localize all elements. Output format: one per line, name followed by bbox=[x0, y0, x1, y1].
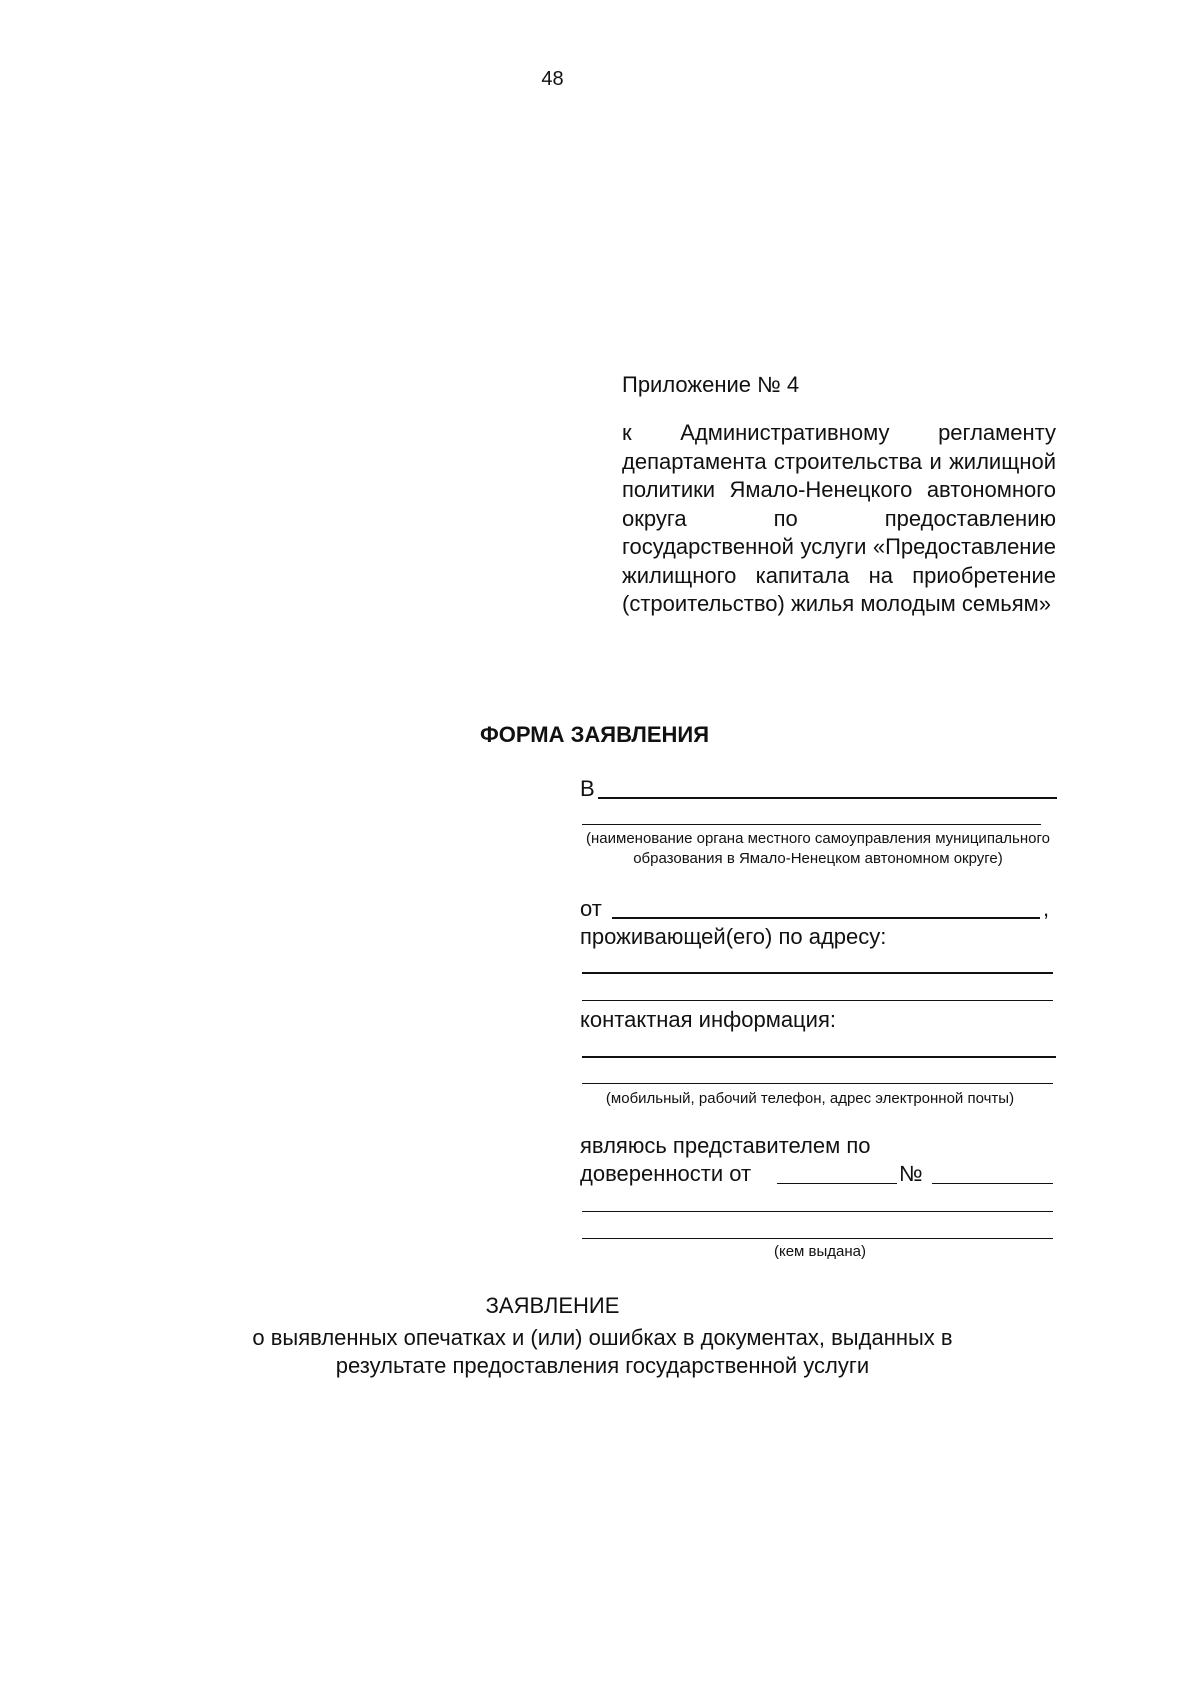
address-label: проживающей(его) по адресу: bbox=[580, 924, 887, 949]
org-field-line[interactable] bbox=[582, 824, 1041, 825]
org-note: (наименование органа местного самоуправления муниципального образования в Ямало-Ненецком автономном округе) bbox=[586, 830, 1050, 867]
contact-label: контактная информация: bbox=[580, 1007, 836, 1032]
issued-by-field-line-1[interactable] bbox=[582, 1211, 1053, 1212]
to-field-line[interactable] bbox=[598, 797, 1057, 799]
representative-line-1: являюсь представителем по bbox=[580, 1133, 871, 1158]
representative-line-2: доверенности от bbox=[580, 1161, 752, 1186]
form-title: ФОРМА ЗАЯВЛЕНИЯ bbox=[480, 722, 710, 747]
from-field-line[interactable] bbox=[612, 917, 1040, 919]
power-of-attorney-date-line[interactable] bbox=[777, 1183, 897, 1184]
number-sign: № bbox=[899, 1161, 923, 1186]
address-field-line-2[interactable] bbox=[582, 1000, 1053, 1001]
to-prefix: В bbox=[580, 776, 595, 801]
appendix-title: Приложение № 4 bbox=[622, 372, 800, 397]
address-field-line-1[interactable] bbox=[582, 972, 1053, 974]
issued-by-field-line-2[interactable] bbox=[582, 1238, 1053, 1239]
contact-field-line-2[interactable] bbox=[582, 1083, 1053, 1084]
contact-field-line-1[interactable] bbox=[582, 1056, 1056, 1058]
from-suffix: , bbox=[1043, 896, 1050, 921]
statement-subtitle: о выявленных опечатках и (или) ошибках в документах, выданных в результате предоставления государственной услуги bbox=[252, 1325, 953, 1378]
power-of-attorney-number-line[interactable] bbox=[932, 1183, 1053, 1184]
page-number: 48 bbox=[541, 68, 564, 90]
appendix-text: к Административному регламенту департамента строительства и жилищной политики Ямало-Ненецкого автономного округа по предоставлению государственной услуги «Предоставление жилищного капитала на приобретение (строительство) жилья молодым семьям» bbox=[622, 420, 1056, 616]
issued-by-note: (кем выдана) bbox=[773, 1243, 866, 1260]
from-prefix: от bbox=[580, 896, 602, 921]
contact-note: (мобильный, рабочий телефон, адрес электронной почты) bbox=[605, 1090, 1015, 1107]
statement-title: ЗАЯВЛЕНИЕ bbox=[485, 1293, 620, 1318]
